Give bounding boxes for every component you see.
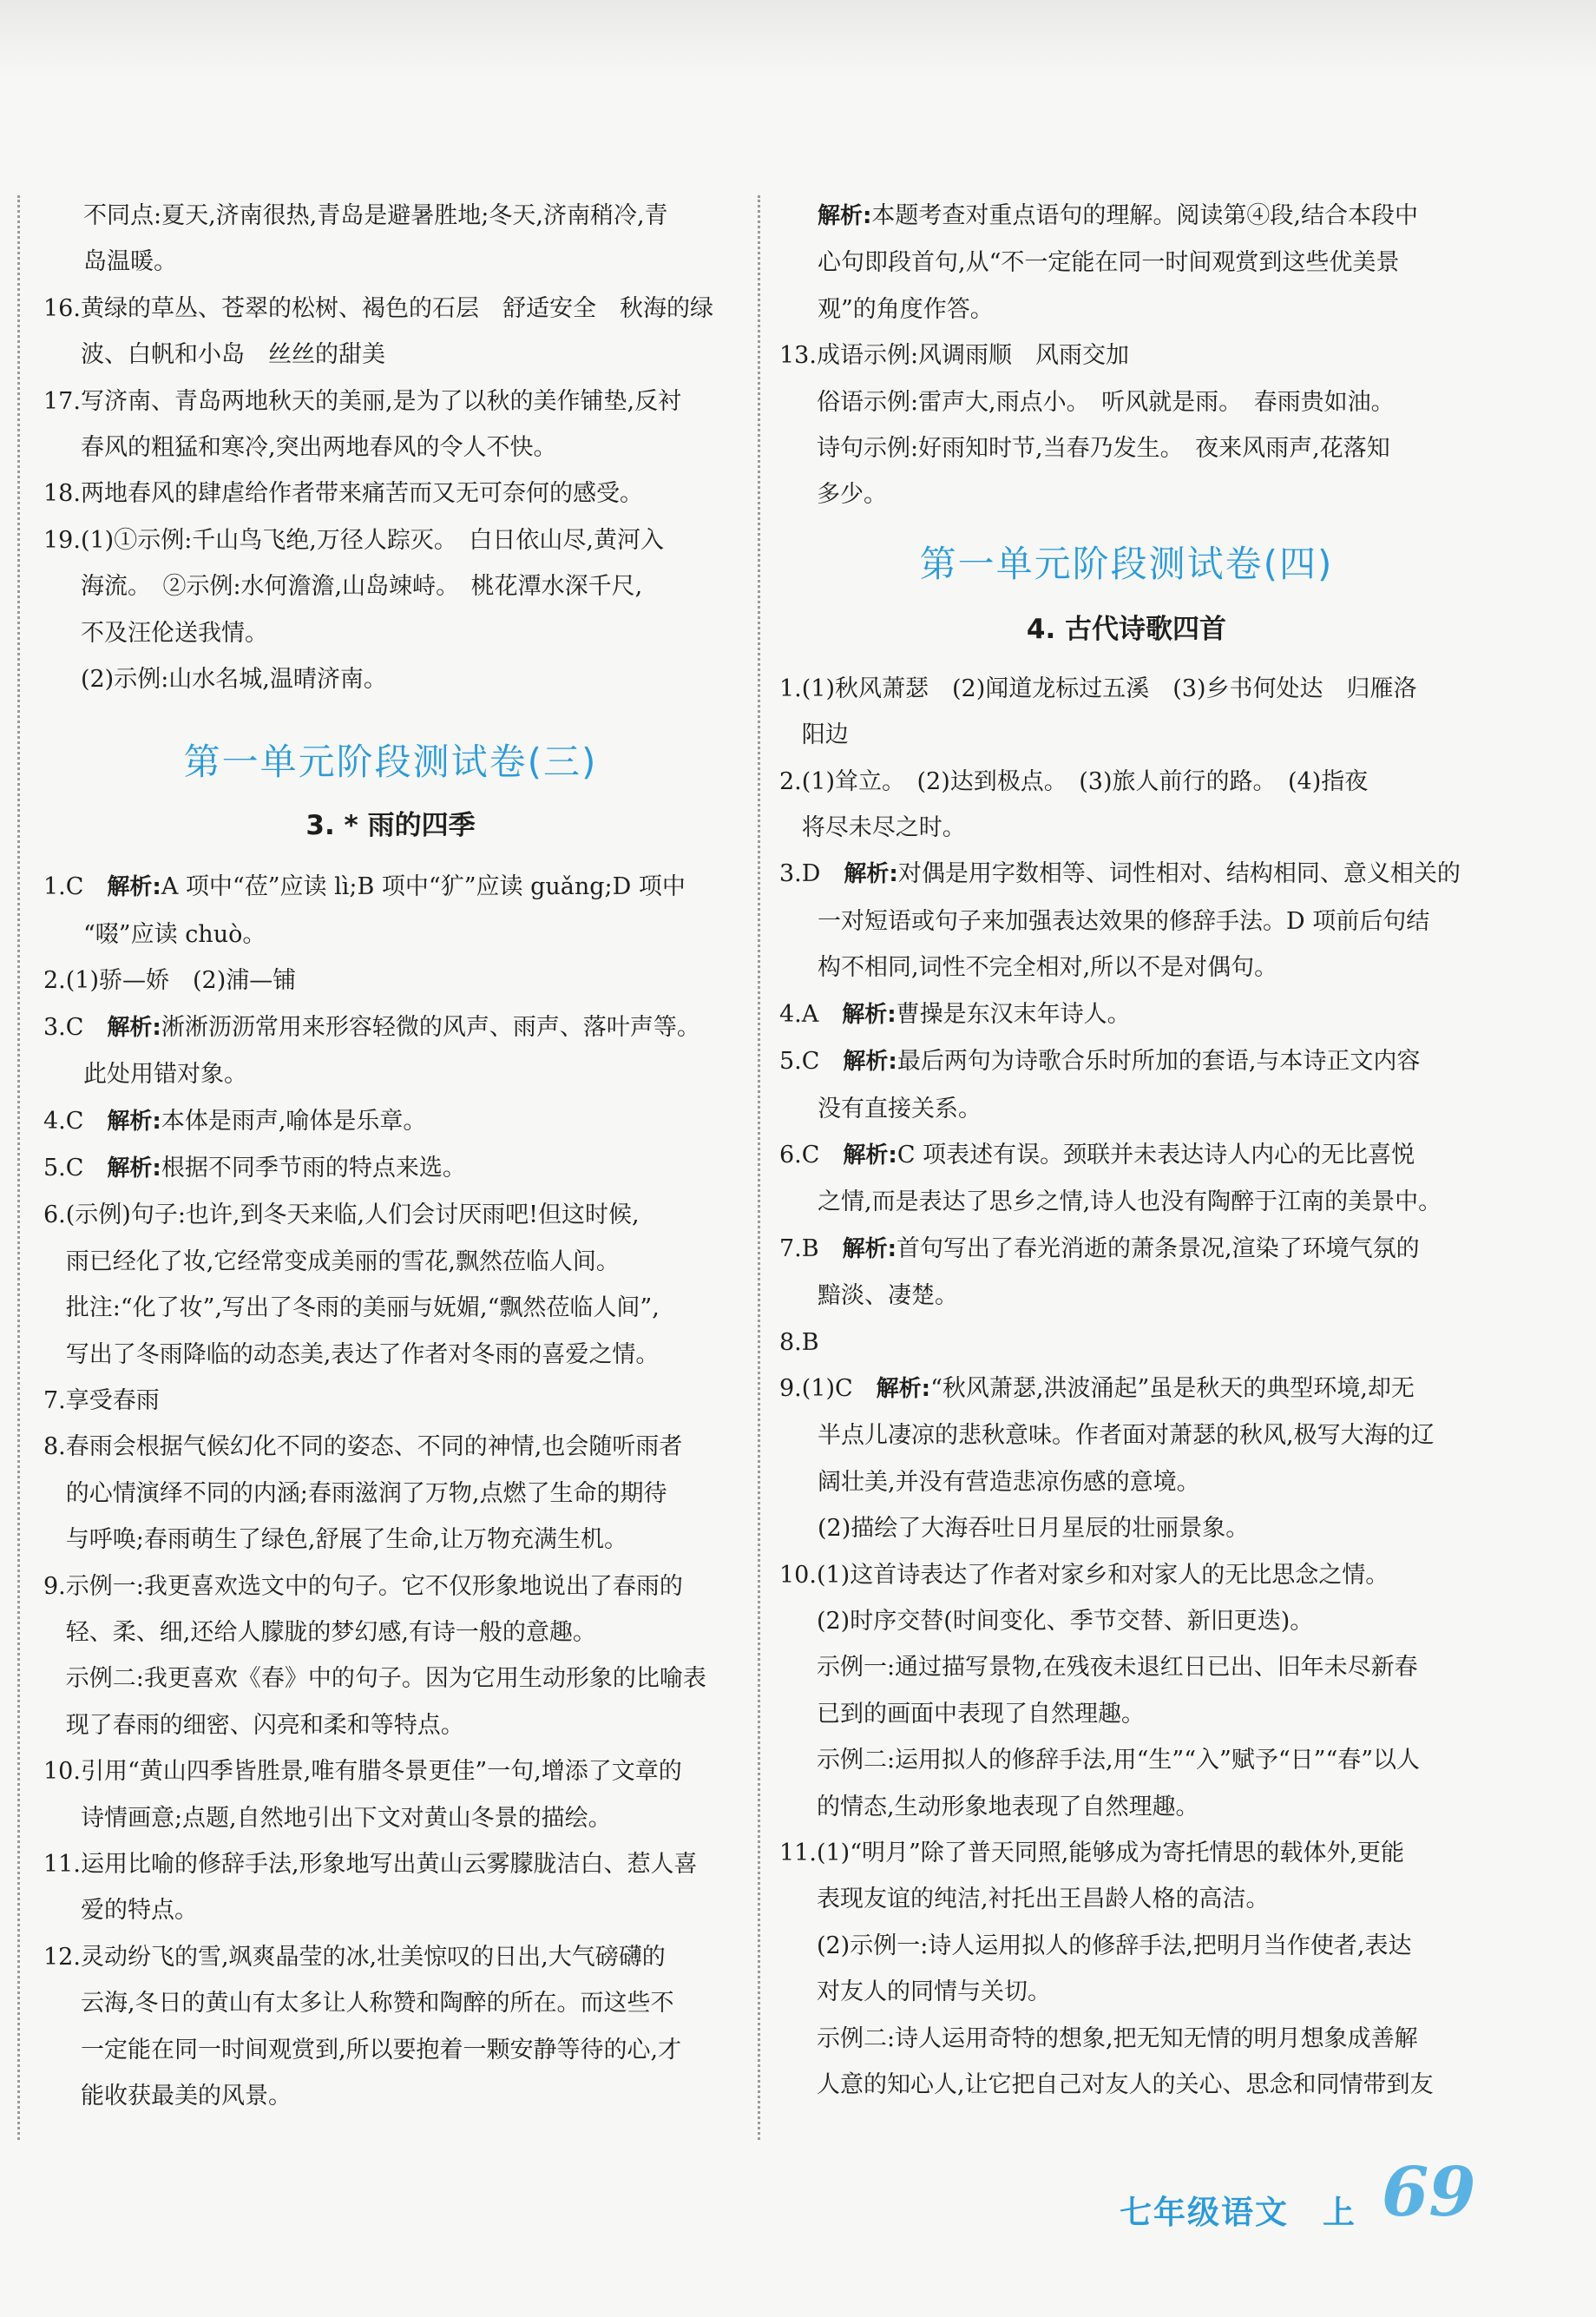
question-6 <box>43 1192 738 1378</box>
answer-choice: 5.C <box>779 1048 820 1076</box>
answer-text: 雨已经化了妆,它经常变成美丽的雪花,飘然莅临人间。 <box>65 1247 620 1275</box>
answer-text: 享受春雨 <box>65 1386 160 1414</box>
answer-number: 18. <box>43 480 81 508</box>
analysis-label: 解析: <box>107 874 161 901</box>
answer-number: 10. <box>779 1561 817 1589</box>
answer-text: 将尽未尽之时。 <box>801 814 966 842</box>
answer-number <box>43 864 161 911</box>
answer-text: “啜”应读 chuò。 <box>83 920 266 948</box>
question-5 <box>43 1145 738 1192</box>
answer-text: 春雨会根据气候幻化不同的姿态、不同的神情,也会随听雨者 <box>65 1433 683 1461</box>
answer-text: 一对短语或句子来加强表达效果的修辞手法。D 项前后句结 <box>818 907 1430 935</box>
answer-text: 示例二:诗人运用奇特的想象,把无知无情的明月想象成善解 <box>816 2024 1418 2052</box>
question-4 <box>43 1098 738 1145</box>
answer-text: (2)描绘了大海吞吐日月星辰的壮丽景象。 <box>818 1515 1250 1543</box>
answer-text: 表现友谊的纯洁,衬托出王昌龄人格的高洁。 <box>816 1886 1270 1913</box>
analysis-label: 解析: <box>842 1001 897 1028</box>
answer-text: 半点儿凄凉的悲秋意味。作者面对萧瑟的秋风,极写大海的辽 <box>818 1422 1435 1450</box>
answer-text: 最后两句为诗歌合乐时所加的套语,与本诗正文内容 <box>897 1048 1421 1076</box>
page-top-shade <box>0 0 1596 78</box>
question-9 <box>779 1366 1474 1412</box>
analysis-label: 解析: <box>107 1014 161 1041</box>
lesson-title-4: 4. 古代诗歌四首 <box>1026 613 1227 645</box>
question-6 <box>779 1132 1474 1179</box>
question-11 <box>779 1830 1474 2108</box>
column-divider <box>758 195 760 2140</box>
answer-text: 两地春风的肆虐给作者带来痛苦而又无可奈何的感受。 <box>80 480 643 508</box>
answer-number <box>779 1038 897 1085</box>
answer-number: 8. <box>43 1433 66 1461</box>
answer-15-continuation-line: 岛温暖。 <box>83 248 177 276</box>
answer-text: 黯淡、凄楚。 <box>818 1282 958 1310</box>
answer-text: 一定能在同一时间观赏到,所以要抱着一颗安静等待的心,才 <box>80 2036 682 2064</box>
question-1 <box>779 666 1474 759</box>
answer-number <box>43 1004 161 1051</box>
question-2 <box>43 958 738 1004</box>
answer-number: 11. <box>779 1840 817 1866</box>
question-9 <box>43 1563 738 1749</box>
answer-text: 的心情演绎不同的内涵;春雨滋润了万物,点燃了生命的期待 <box>65 1479 667 1507</box>
answer-text: 观”的角度作答。 <box>818 295 994 323</box>
answer-text: A 项中“莅”应读 lì;B 项中“犷”应读 guǎng;D 项中 <box>161 873 686 901</box>
answer-number: 2. <box>43 967 66 995</box>
answer-text: (1)“明月”除了普天同照,能够成为寄托情思的载体外,更能 <box>816 1840 1404 1866</box>
answer-15-continuation-line: 不同点:夏天,济南很热,青岛是避暑胜地;冬天,济南稍冷,青 <box>83 202 668 229</box>
analysis-label: 解析: <box>107 1108 161 1135</box>
answer-text: 对友人的同情与关切。 <box>816 1978 1051 2006</box>
answer-number: 10. <box>43 1758 81 1786</box>
answer-text: (2)时序交替(时间变化、季节交替、新旧更迭)。 <box>816 1607 1314 1635</box>
analysis-label: 解析: <box>818 203 872 229</box>
answer-text: 成语示例:风调雨顺 风雨交加 <box>816 342 1130 370</box>
answer-text: 人意的知心人,让它把自己对友人的关心、思念和同情带到友 <box>816 2071 1434 2099</box>
answer-choice: 3.D <box>779 860 821 888</box>
answer-number: 7. <box>43 1386 66 1414</box>
question-5 <box>779 1038 1474 1085</box>
answer-text: 云海,冬日的黄山有太多让人称赞和陶醉的所在。而这些不 <box>80 1990 674 2018</box>
question-8 <box>43 1424 738 1563</box>
answer-text: 诗情画意;点题,自然地引出下文对黄山冬景的描绘。 <box>80 1804 612 1832</box>
answer-text: 不及汪伦送我情。 <box>80 619 268 647</box>
answer-text: 示例二:运用拟人的修辞手法,用“生”“入”赋予“日”“春”以人 <box>816 1747 1421 1774</box>
analysis-label: 解析: <box>842 1235 897 1262</box>
answer-choice: 5.C <box>43 1154 84 1182</box>
question-3 <box>779 851 1474 898</box>
question-8: 8.B <box>779 1328 819 1356</box>
answer-number <box>43 1145 161 1192</box>
answer-number <box>779 1366 930 1412</box>
answer-number: 1. <box>779 675 802 702</box>
question-12 <box>43 1934 738 2120</box>
answer-number <box>779 991 897 1038</box>
answer-choice: 4.A <box>779 1000 819 1028</box>
question-2 <box>779 759 1474 852</box>
question-10 <box>779 1552 1474 1830</box>
answer-text: 此处用错对象。 <box>83 1061 247 1089</box>
answer-text: 海流。 ②示例:水何澹澹,山岛竦峙。 桃花潭水深千尺, <box>80 573 643 601</box>
answer-text: (1)秋风萧瑟 (2)闻道龙标过五溪 (3)乡书何处达 归雁洛 <box>801 675 1417 702</box>
answer-text: 曹操是东汉末年诗人。 <box>896 1000 1131 1028</box>
answer-text: 示例一:我更喜欢选文中的句子。它不仅形象地说出了春雨的 <box>65 1572 683 1600</box>
answer-text: 俗语示例:雷声大,雨点小。 听风就是雨。 春雨贵如油。 <box>816 388 1395 416</box>
answer-number: 11. <box>43 1851 81 1878</box>
answer-number: 17. <box>43 387 81 415</box>
analysis-label: 解析: <box>876 1375 931 1402</box>
answer-number <box>779 1226 897 1273</box>
answer-text: 构不相同,词性不完全相对,所以不是对偶句。 <box>818 954 1278 982</box>
answer-text: 能收获最美的风景。 <box>80 2083 292 2110</box>
answer-number: 13. <box>779 342 817 370</box>
answer-text: 本体是雨声,喻体是乐章。 <box>161 1107 427 1135</box>
unit-title-3: 第一单元阶段测试卷(三) <box>183 741 598 784</box>
answer-text: 多少。 <box>816 481 887 509</box>
answer-text: 本题考查对重点语句的理解。阅读第④段,结合本段中 <box>871 202 1418 229</box>
answer-19 <box>43 517 738 703</box>
answer-number <box>43 1098 161 1145</box>
answer-text: 爱的特点。 <box>80 1897 198 1925</box>
answer-text: 灵动纷飞的雪,飒爽晶莹的冰,壮美惊叹的日出,大气磅礴的 <box>80 1943 666 1971</box>
right-column <box>779 193 1474 2108</box>
answer-text: 诗句示例:好雨知时节,当春乃发生。 夜来风雨声,花落知 <box>816 435 1390 463</box>
lesson-title-3: 3. * 雨的四季 <box>305 810 476 842</box>
answer-choice: 7.B <box>779 1234 819 1262</box>
answer-number: 6. <box>43 1201 66 1229</box>
answer-text: 示例二:我更喜欢《春》中的句子。因为它用生动形象的比喻表 <box>65 1665 706 1693</box>
answer-text: (2)示例一:诗人运用拟人的修辞手法,把明月当作使者,表达 <box>816 1932 1412 1959</box>
answer-text: “秋风萧瑟,洪波涌起”虽是秋天的典型环境,却无 <box>930 1374 1415 1402</box>
answer-text: (1)耸立。 (2)达到极点。 (3)旅人前行的路。 (4)指夜 <box>801 767 1369 795</box>
answer-text: 黄绿的草丛、苍翠的松树、褐色的石层 舒适安全 秋海的绿 <box>80 294 713 322</box>
unit-title-4: 第一单元阶段测试卷(四) <box>919 542 1334 585</box>
answer-text: (2)示例:山水名城,温晴济南。 <box>80 666 387 694</box>
answer-choice: 4.C <box>43 1107 84 1135</box>
answer-number: 16. <box>43 294 81 322</box>
answer-text: 阔壮美,并没有营造悲凉伤感的意境。 <box>818 1468 1200 1496</box>
answer-text: 现了春雨的细密、闪亮和柔和等特点。 <box>65 1711 464 1739</box>
answer-text: 春风的粗猛和寒冷,突出两地春风的令人不快。 <box>80 434 557 462</box>
answer-text: (示例)句子:也许,到冬天来临,人们会讨厌雨吧!但这时候, <box>65 1201 640 1229</box>
analysis-label: 解析: <box>844 861 898 888</box>
question-4 <box>779 991 1474 1038</box>
question-3 <box>43 1004 738 1051</box>
question-10 <box>43 1748 738 1841</box>
answer-text: 根据不同季节雨的特点来选。 <box>161 1154 466 1182</box>
answer-text: 没有直接关系。 <box>818 1095 982 1122</box>
question-7 <box>779 1226 1474 1273</box>
analysis-label: 解析: <box>843 1049 897 1076</box>
answer-12-analysis <box>779 193 1474 240</box>
answer-13 <box>779 332 1474 518</box>
sub-answer: (1)C <box>801 1374 853 1402</box>
answer-text: 波、白帆和小岛 丝丝的甜美 <box>80 341 385 369</box>
question-1 <box>43 864 738 911</box>
answer-text: 阳边 <box>801 721 849 749</box>
answer-choice: 3.C <box>43 1013 84 1041</box>
footer-grade-subject: 七年级语文 上 <box>1120 2194 1356 2231</box>
left-column <box>43 193 738 2119</box>
answer-text: 引用“黄山四季皆胜景,唯有腊冬景更佳”一句,增添了文章的 <box>80 1758 682 1786</box>
answer-number <box>779 1132 897 1179</box>
question-11 <box>43 1841 738 1934</box>
answer-choice: 6.C <box>779 1141 820 1168</box>
answer-text: 的情态,生动形象地表现了自然理趣。 <box>816 1793 1199 1820</box>
answer-text: (1)骄—娇 (2)浦—铺 <box>65 967 297 995</box>
answer-18 <box>43 471 738 517</box>
answer-choice: 1.C <box>43 873 84 901</box>
answer-text: 首句写出了春光消逝的萧条景况,渲染了环境气氛的 <box>897 1234 1420 1262</box>
answer-text: 示例一:通过描写景物,在残夜未退红日已出、旧年未尽新春 <box>816 1654 1418 1682</box>
answer-16 <box>43 286 738 378</box>
answer-text: 之情,而是表达了思乡之情,诗人也没有陶醉于江南的美景中。 <box>818 1188 1442 1216</box>
answer-text: C 项表述有误。颈联并未表达诗人内心的无比喜悦 <box>897 1141 1415 1168</box>
answer-text: 已到的画面中表现了自然理趣。 <box>816 1700 1145 1728</box>
answer-number: 19. <box>43 526 81 554</box>
binding-edge-line <box>17 195 20 2140</box>
analysis-label: 解析: <box>843 1142 897 1168</box>
answer-text: 批注:“化了妆”,写出了冬雨的美丽与妩媚,“飘然莅临人间”, <box>65 1294 660 1322</box>
answer-text: (1)这首诗表达了作者对家乡和对家人的无比思念之情。 <box>816 1561 1389 1589</box>
answer-number: 2. <box>779 767 802 795</box>
answer-number <box>779 851 898 898</box>
answer-text: 心句即段首句,从“不一定能在同一时间观赏到这些优美景 <box>818 249 1400 277</box>
answer-text: 对偶是用字数相等、词性相对、结构相同、意义相关的 <box>897 860 1461 888</box>
page-number: 69 <box>1382 2153 1476 2232</box>
answer-text: 运用比喻的修辞手法,形象地写出黄山云雾朦胧洁白、惹人喜 <box>80 1851 698 1878</box>
question-7 <box>43 1378 738 1424</box>
answer-17 <box>43 378 738 471</box>
answer-text: 写出了冬雨降临的动态美,表达了作者对冬雨的喜爱之情。 <box>65 1340 660 1368</box>
answer-text: 写济南、青岛两地秋天的美丽,是为了以秋的美作铺垫,反衬 <box>80 387 682 415</box>
answer-text: 与呼唤;春雨萌生了绿色,舒展了生命,让万物充满生机。 <box>65 1526 628 1554</box>
answer-text: 淅淅沥沥常用来形容轻微的风声、雨声、落叶声等。 <box>161 1013 700 1041</box>
answer-number: 12. <box>43 1943 81 1971</box>
answer-choice: 9. <box>779 1374 802 1402</box>
answer-text: 轻、柔、细,还给人朦胧的梦幻感,有诗一般的意趣。 <box>65 1618 596 1646</box>
analysis-label: 解析: <box>107 1155 161 1182</box>
answer-text: (1)①示例:千山鸟飞绝,万径人踪灭。 白日依山尽,黄河入 <box>80 526 664 554</box>
answer-number: 9. <box>43 1572 66 1600</box>
